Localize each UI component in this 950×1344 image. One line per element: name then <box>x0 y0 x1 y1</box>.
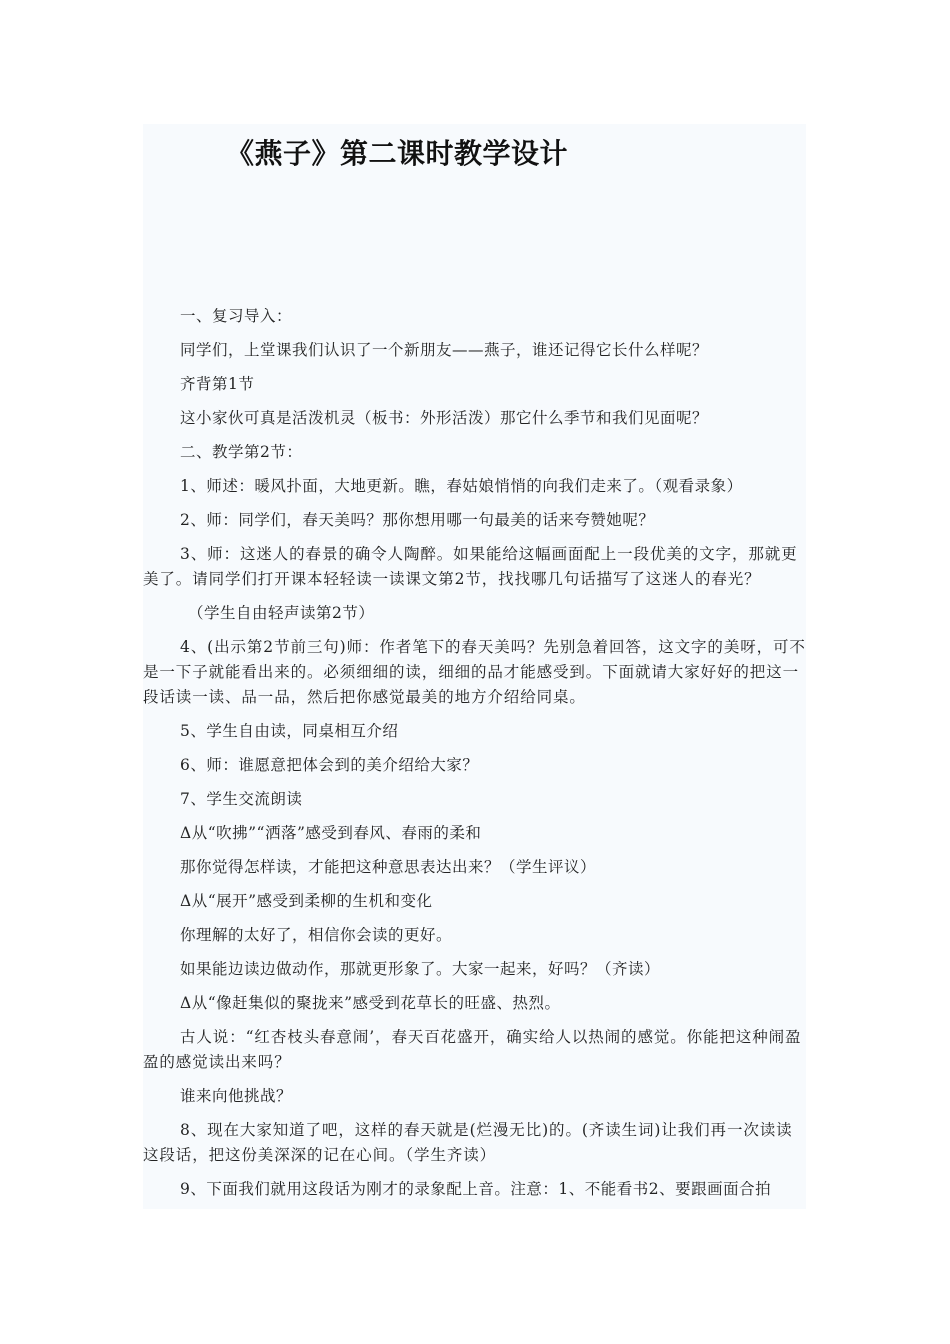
document-title: 《燕子》第二课时教学设计 <box>226 137 569 170</box>
paragraph: 7、学生交流朗读 <box>180 790 303 808</box>
paragraph: 一、复习导入： <box>180 307 293 325</box>
paragraph: 齐背第1节 <box>180 375 255 393</box>
paragraph: 3、师：这迷人的春景的确令人陶醉。如果能给这幅画面配上一段优美的文字，那就更美了。请同学们打开课本轻轻读一读课文第2节，找找哪几句话描写了这迷人的春光？ <box>143 545 798 588</box>
paragraph: 4、(出示第2节前三句)师：作者笔下的春天美吗？先别急着回答，这文字的美呀，可不是一下子就能看出来的。必须细细的读，细细的品才能感受到。下面就请大家好好的把这一段话读一读、品一品，然后把你感觉最美的地方介绍给同桌。 <box>143 638 806 706</box>
paragraph: 6、师：谁愿意把体会到的美介绍给大家？ <box>180 756 479 774</box>
paragraph: Δ从“展开”感受到柔柳的生机和变化 <box>180 892 433 910</box>
paragraph: 谁来向他挑战？ <box>180 1087 293 1105</box>
paragraph: 8、现在大家知道了吧，这样的春天就是(烂漫无比)的。(齐读生词)让我们再一次读读这段话，把这份美深深的记在心间。（学生齐读） <box>143 1121 793 1164</box>
document-content <box>143 124 806 1209</box>
paragraph: Δ从“吹拂”“洒落”感受到春风、春雨的柔和 <box>180 824 482 842</box>
paragraph: 5、学生自由读，同桌相互介绍 <box>180 722 399 740</box>
paragraph: （学生自由轻声读第2节） <box>188 604 375 622</box>
paragraph: 古人说：“红杏枝头春意闹’，春天百花盛开，确实给人以热闹的感觉。你能把这种闹盈盈的感觉读出来吗？ <box>143 1028 802 1071</box>
paragraph: 你理解的太好了，相信你会读的更好。 <box>180 926 453 944</box>
paragraph: 2、师：同学们，春天美吗？那你想用哪一句最美的话来夸赞她呢？ <box>180 511 655 529</box>
paragraph: 如果能边读边做动作，那就更形象了。大家一起来，好吗？（齐读） <box>180 960 661 978</box>
paragraph: 9、下面我们就用这段话为刚才的录象配上音。注意：1、不能看书2、要跟画面合拍 <box>180 1180 772 1198</box>
paragraph: 1、师述：暖风扑面，大地更新。瞧，春姑娘悄悄的向我们走来了。（观看录象） <box>180 477 743 495</box>
paragraph: 这小家伙可真是活泼机灵（板书：外形活泼）那它什么季节和我们见面呢？ <box>180 409 709 427</box>
paragraph: 同学们，上堂课我们认识了一个新朋友——燕子，谁还记得它长什么样呢？ <box>180 341 709 359</box>
paragraph: 二、教学第2节： <box>180 443 303 461</box>
paragraph: 那你觉得怎样读，才能把这种意思表达出来？（学生评议） <box>180 858 597 876</box>
document-body <box>143 304 806 1202</box>
paragraph: Δ从“像赶集似的聚拢来”感受到花草长的旺盛、热烈。 <box>180 994 561 1012</box>
